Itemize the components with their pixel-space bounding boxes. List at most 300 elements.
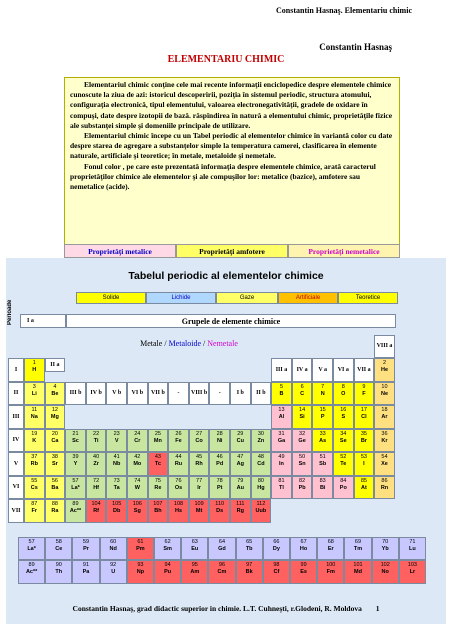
element-symbol: Hg [257,484,265,491]
element-cell [189,499,210,523]
actinide-cell [208,560,235,584]
element-symbol: Sn [298,461,306,467]
element-number: 57 [72,477,79,484]
group-label-12: III a [271,358,292,382]
element-cell [230,452,251,476]
element-cell [271,452,292,476]
element-cell [168,429,189,453]
element-symbol: Ta [113,484,120,491]
element-symbol: Dy [272,545,280,552]
element-symbol: Mn [153,437,162,444]
element-symbol: Hs [174,508,182,514]
group-label-9: - [209,382,230,406]
element-number: 30 [257,430,264,437]
element-cell [292,429,313,453]
lanthanide-cell [208,537,235,561]
element-symbol: Ge [298,437,306,444]
period-label-4: IV [8,429,24,453]
element-number: 90 [55,562,62,568]
element-symbol: Mg [50,414,59,420]
element-cell [127,452,148,476]
element-number: 51 [319,454,326,460]
element-symbol: Mt [195,508,203,514]
state-liquid: Lichide [146,292,216,304]
element-number: 19 [31,430,38,437]
element-symbol: Li [31,390,37,397]
element-symbol: Hf [93,484,99,491]
element-symbol: Bi [319,484,326,491]
element-symbol: La* [71,484,80,491]
element-symbol: V [114,437,119,444]
element-number: 110 [215,501,225,507]
element-number: 70 [382,538,389,545]
element-cell [312,476,333,500]
element-number: 16 [340,407,347,413]
element-symbol: Rh [195,461,203,467]
element-cell [45,452,66,476]
element-symbol: Gd [218,545,226,552]
element-number: 50 [299,454,306,460]
element-cell [354,429,375,453]
element-symbol: Cu [236,437,244,444]
element-number: 3 [32,383,36,390]
element-symbol: Uub [255,508,267,514]
element-symbol: Rg [236,508,244,514]
element-number: 73 [113,477,120,484]
element-cell [230,499,251,523]
element-number: 98 [273,562,280,568]
element-cell [374,358,395,382]
element-number: 109 [194,501,204,507]
element-cell [292,476,313,500]
group-label-iia: II a [45,358,66,372]
period-label-5: V [8,452,24,476]
element-symbol: Fm [326,569,335,575]
legend-separator-2: / [201,339,208,348]
element-cell [312,429,333,453]
element-number: 53 [360,454,367,460]
element-cell [106,476,127,500]
element-cell [65,452,86,476]
element-number: 68 [327,538,334,545]
element-number: 43 [154,454,161,460]
element-symbol: Ti [93,437,99,444]
element-number: 44 [175,454,182,460]
element-cell [374,405,395,429]
page-number: 1 [375,604,380,613]
element-symbol: Lr [409,569,416,575]
element-number: 41 [113,454,120,460]
element-number: 65 [246,538,253,545]
element-number: 36 [381,430,388,437]
element-number: 47 [237,454,244,460]
element-cell [374,382,395,406]
element-symbol: Xe [381,461,388,467]
element-number: 89 [28,562,35,568]
actinide-cell [45,560,72,584]
lanthanide-cell [263,537,290,561]
element-number: 101 [353,562,363,568]
perioade-label: Perioade [7,299,13,325]
element-cell [354,452,375,476]
element-number: 87 [31,501,38,507]
element-cell [333,405,354,429]
element-symbol: Pb [298,484,306,491]
period-label-1: I [8,358,24,382]
element-cell [65,429,86,453]
element-number: 5 [279,383,284,390]
intro-paragraph-3: Fonul color , pe care este prezentată informaţia despre elementele chimice, arată caracterul proprietăţilor chimice ale elementelor şi ale compuşilor lor: metalice (bazice), amfotere sau nemetalice (acide). [70,161,376,192]
element-symbol: Er [327,545,334,552]
element-symbol: Tc [154,461,161,467]
element-cell [271,429,292,453]
element-symbol: P [320,414,325,420]
group-label-6: VII b [148,382,169,406]
element-number: 67 [300,538,307,545]
element-cell [24,405,45,429]
element-cell [65,476,86,500]
element-number: 96 [218,562,226,568]
element-number: 104 [91,501,101,507]
element-number: 17 [360,407,367,413]
property-nonmetallic: Proprietăţi nemetalice [288,244,400,258]
element-symbol: Kr [381,437,388,444]
element-symbol: Cs [30,484,38,491]
element-symbol: Po [339,484,347,491]
element-symbol: Rn [380,484,389,491]
element-symbol: Ra [51,508,59,514]
period-label-6: VI [8,476,24,500]
element-symbol: Si [299,414,305,420]
element-cell [106,499,127,523]
group-label-8: VIII b [189,382,210,406]
element-number: 60 [110,538,117,545]
element-cell [106,429,127,453]
element-number: 102 [380,562,390,568]
element-number: 24 [134,430,141,437]
element-cell [127,499,148,523]
element-symbol: Cl [361,414,367,420]
element-symbol: Pu [164,569,172,575]
element-cell [230,429,251,453]
element-number: 54 [381,454,388,460]
intro-box [64,77,400,253]
element-cell [24,429,45,453]
element-symbol: Ce [55,545,63,552]
element-cell [24,499,45,523]
element-cell [86,476,107,500]
element-cell [271,476,292,500]
element-number: 13 [278,407,285,413]
element-number: 83 [319,477,326,484]
element-number: 11 [31,407,38,413]
lanthanide-cell [45,537,72,561]
state-artificial: Artificiale [278,292,338,304]
element-symbol: Te [340,461,347,467]
footer-text: Constantin Hasnaş, grad didactic superior in chimie. L.T. Cuhneşti, r.Glodeni, R. Moldova [72,604,362,613]
element-number: 34 [340,430,347,437]
element-number: 26 [175,430,182,437]
group-label-15: VI a [333,358,354,382]
element-symbol: Ag [236,461,244,467]
element-number: 62 [164,538,171,545]
element-number: 32 [299,430,306,437]
element-number: 66 [273,538,280,545]
element-cell [271,382,292,406]
element-number: 25 [154,430,161,437]
element-number: 6 [300,383,304,390]
element-number: 88 [51,501,58,507]
element-cell [45,382,66,406]
element-number: 80 [257,477,264,484]
element-number: 56 [51,477,58,484]
element-number: 81 [278,477,285,484]
actinide-cell [344,560,371,584]
element-symbol: Fe [175,437,182,444]
element-number: 4 [53,383,57,390]
element-cell [24,382,45,406]
element-cell [374,476,395,500]
element-symbol: Fr [31,508,38,514]
element-number: 93 [137,562,144,568]
element-number: 95 [191,562,198,568]
element-number: 58 [55,538,62,545]
element-number: 2 [382,360,387,366]
element-symbol: Se [339,437,347,444]
element-cell [127,429,148,453]
element-symbol: Lu [409,545,416,552]
element-symbol: Tm [353,545,363,552]
element-number: 69 [354,538,362,545]
element-number: 15 [319,407,326,413]
element-symbol: C [300,390,305,397]
element-symbol: Ni [216,437,223,444]
element-symbol: Bk [245,569,253,575]
element-symbol: Re [154,484,162,491]
element-number: 111 [236,501,245,507]
intro-paragraph-1: Elementariul chimic conţine cele mai recente informaţii enciclopedice despre elementele chimice cunoscute la ziua de azi: istoricul descoperirii, poziţia în sistemul periodic, structura atomului, configuraţia electronică, tipul elementului, valoarea electronegativităţii, gradele de oxidare în compuşi, date despre izotopii de bază. răspîndirea în natură a elementului chimic, proprietăţile fizice ale substanţei simple şi domeniile principale de utilizare. [70,80,393,130]
element-symbol: Nb [113,461,121,467]
element-cell [189,429,210,453]
element-symbol: Ho [299,545,308,552]
element-symbol: Pm [136,545,145,552]
element-number: 103 [407,562,417,568]
element-symbol: Bh [154,508,162,514]
group-header: Grupele de elemente chimice [66,314,396,328]
element-number: 48 [257,454,264,460]
element-number: 97 [246,562,253,568]
element-symbol: Cr [134,437,141,444]
legend-nemetale: Nemetale [207,339,238,348]
group-label-2: III b [65,382,86,406]
element-number: 39 [72,454,79,460]
group-label-4: V b [106,382,127,406]
element-number: 12 [51,407,58,413]
actinide-cell [154,560,181,584]
element-number: 71 [409,538,416,545]
actinide-cell [317,560,344,584]
element-symbol: No [381,569,389,575]
element-symbol: W [134,484,140,491]
element-cell [271,405,292,429]
element-cell [354,476,375,500]
element-number: 38 [51,454,58,460]
actinide-cell [290,560,317,584]
element-cell [168,499,189,523]
element-number: 21 [72,430,79,437]
element-number: 1 [32,360,36,366]
element-symbol: Ir [197,484,201,491]
intro-paragraph-2: Elementariul chimic începe cu un Tabel periodic al elementelor chimice în variantă color cu date despre starea de agregare a substanţelor simple la temperatura camerei, clasificarea în elemente naturale, artificiale şi teoretice; în metale, metaloide şi nemetale. [70,131,393,161]
element-symbol: Mo [133,461,142,467]
element-number: 85 [360,477,367,484]
property-metallic: Proprietăţi metalice [64,244,176,258]
element-symbol: In [279,461,284,467]
element-cell [189,476,210,500]
element-symbol: Db [113,508,121,514]
element-number: 28 [216,430,223,437]
element-number: 20 [51,430,58,437]
element-cell [354,405,375,429]
element-symbol: Np [136,569,145,575]
lanthanide-cell [290,537,317,561]
element-symbol: S [341,414,346,420]
element-cell [45,405,66,429]
lanthanide-cell [154,537,181,561]
element-symbol: Rb [30,461,38,467]
element-symbol: Zn [257,437,265,444]
element-number: 46 [216,454,223,460]
header-top-line: Constantin Hasnaş. Elementariu chimic [275,6,412,15]
legend-separator-1: / [162,339,169,348]
element-symbol: I [363,461,365,467]
group-label-14: V a [312,358,333,382]
element-number: 37 [31,454,38,460]
lanthanide-cell [100,537,127,561]
element-symbol: Tl [279,484,284,491]
element-symbol: Ga [277,437,286,444]
element-cell [168,476,189,500]
element-cell [148,476,169,500]
element-cell [24,452,45,476]
element-number: 10 [381,383,388,390]
lanthanide-cell [181,537,208,561]
element-number: 94 [164,562,171,568]
element-number: 9 [362,383,366,390]
element-number: 108 [173,501,184,507]
element-cell [86,452,107,476]
page-title: ELEMENTARIU CHIMIC [167,54,285,65]
actinide-cell [72,560,99,584]
element-symbol: As [319,437,327,444]
element-number: 18 [381,407,388,413]
lanthanide-cell [372,537,399,561]
element-number: 52 [340,454,347,460]
element-cell [106,452,127,476]
lanthanide-cell [127,537,154,561]
element-symbol: Pa [82,569,90,575]
group-label-10: I b [230,382,251,406]
actinide-cell [399,560,426,584]
element-symbol: Am [190,569,200,575]
element-cell [333,452,354,476]
properties-legend [64,244,400,258]
element-number: 72 [93,477,100,484]
element-number: 55 [31,477,38,484]
element-number: 23 [113,430,120,437]
element-number: 27 [196,430,203,437]
element-symbol: Ds [216,508,224,514]
element-number: 86 [381,477,388,484]
element-symbol: Br [360,437,367,444]
element-symbol: Zr [93,461,99,467]
actinide-cell [100,560,127,584]
element-symbol: Md [354,569,362,575]
element-symbol: Rf [93,508,99,514]
element-number: 42 [134,454,141,460]
element-cell [374,429,395,453]
element-cell [45,476,66,500]
lanthanide-cell [399,537,426,561]
property-amphoteric: Proprietăţi amfotere [176,244,288,258]
element-cell [209,499,230,523]
lanthanide-cell [72,537,99,561]
element-symbol: Ar [381,414,388,420]
lanthanide-cell [18,537,45,561]
group-label-viiia: VIII a [374,335,395,359]
group-label-11: II b [251,382,272,406]
actinide-cell [372,560,399,584]
element-number: 107 [153,501,163,507]
element-cell [312,405,333,429]
element-symbol: Th [55,569,63,575]
periodic-table-title: Tabelul periodic al elementelor chimice [128,270,324,282]
element-cell [189,452,210,476]
element-symbol: Sb [319,461,327,467]
element-symbol: Al [278,414,285,420]
element-symbol: Cd [257,461,265,467]
element-number: 82 [299,477,306,484]
element-number: 100 [326,562,336,568]
element-number: 63 [191,538,198,545]
element-cell [354,382,375,406]
element-symbol: At [360,484,367,491]
element-number: 112 [256,501,266,507]
element-cell [251,476,272,500]
period-label-7: VII [8,499,24,523]
element-number: 40 [93,454,100,460]
element-symbol: Tb [245,545,253,552]
element-cell [230,476,251,500]
element-symbol: Na [30,414,38,420]
group-label-3: IV b [86,382,107,406]
element-cell [251,499,272,523]
actinide-cell [181,560,208,584]
element-number: 7 [321,383,325,390]
element-symbol: Os [174,484,183,491]
element-symbol: F [362,390,366,397]
element-symbol: Be [51,390,59,397]
element-symbol: He [380,367,388,373]
element-number: 49 [278,454,285,460]
actinide-cell [236,560,263,584]
group-label-7: - [168,382,189,406]
element-number: 105 [112,501,122,507]
element-symbol: Ru [174,461,183,467]
legend-metale: Metale [140,339,163,348]
element-symbol: H [32,367,37,373]
element-number: 78 [216,477,223,484]
